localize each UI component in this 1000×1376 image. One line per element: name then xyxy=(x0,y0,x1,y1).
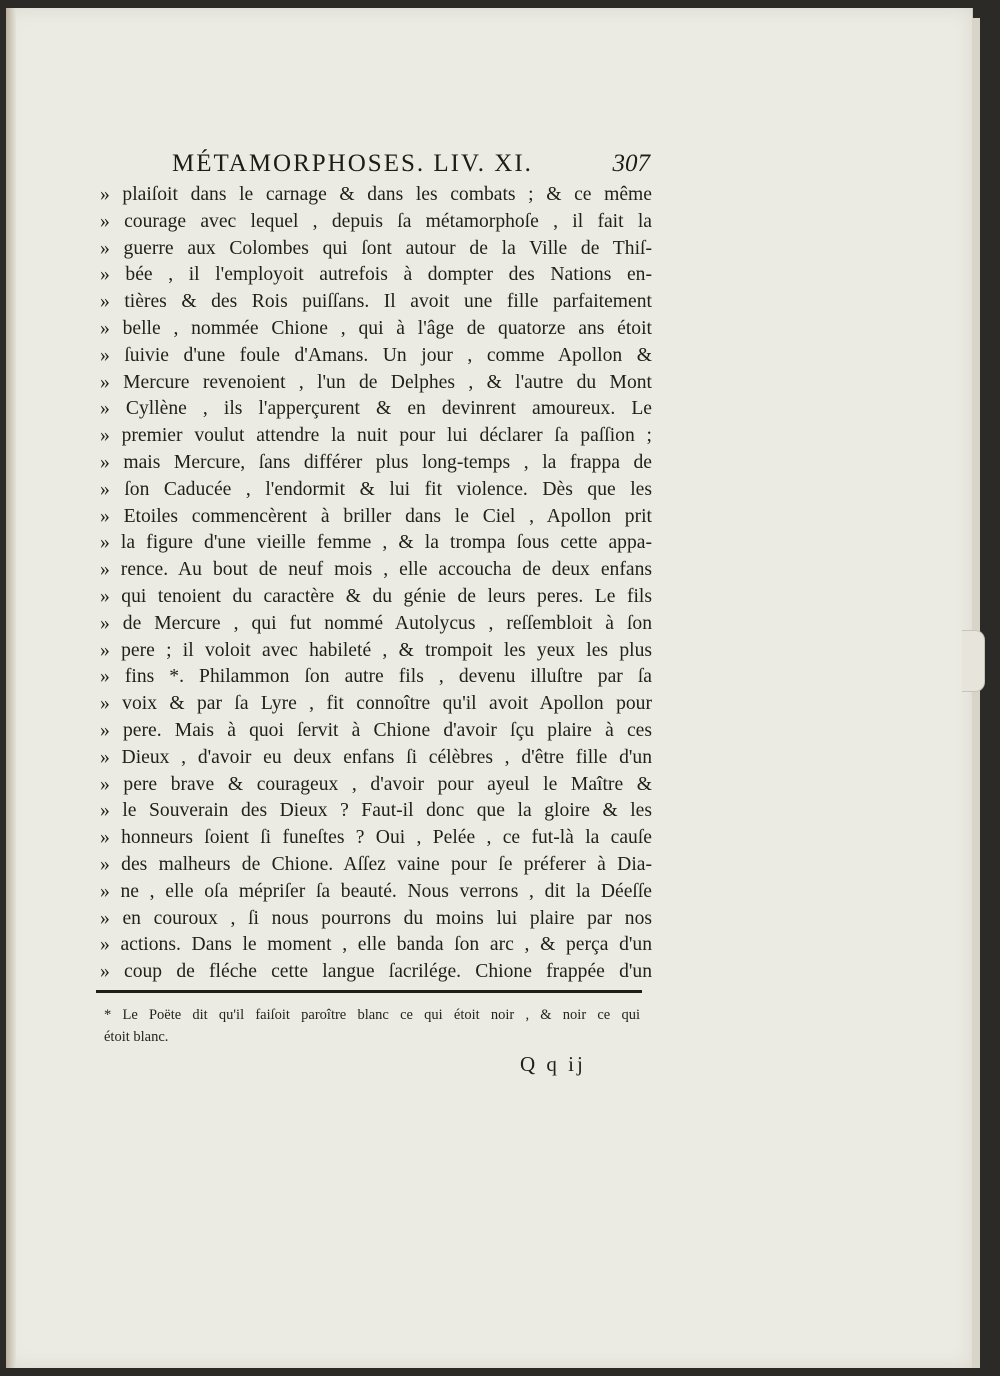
text-line: » la figure d'une vieille femme , & la trompa ſous cette appa- xyxy=(100,532,652,554)
page-gutter xyxy=(6,8,16,1368)
page-fore-edge xyxy=(972,18,980,1368)
text-line: » voix & par ſa Lyre , fit connoître qu'il avoit Apollon pour xyxy=(100,693,652,715)
text-line: » ſuivie d'une foule d'Amans. Un jour , comme Apollon & xyxy=(100,344,652,366)
running-title: MÉTAMORPHOSES. LIV. XI. xyxy=(172,150,533,177)
text-line: » mais Mercure, ſans différer plus long-temps , la frappa de xyxy=(100,451,652,473)
text-line: » coup de fléche cette langue ſacrilége. Chione frappée d'un xyxy=(100,961,652,983)
text-line: » actions. Dans le moment , elle banda ſon arc , & perça d'un xyxy=(100,934,652,956)
text-line: » fins *. Philammon ſon autre fils , devenu illuſtre par ſa xyxy=(100,666,652,688)
text-line: » belle , nommée Chione , qui à l'âge de quatorze ans étoit xyxy=(100,317,652,339)
footnote-line: * Le Poëte dit qu'il faiſoit paroître blanc ce qui étoit noir , & noir ce qui xyxy=(104,1007,640,1023)
page-tab xyxy=(962,630,985,692)
footnote xyxy=(104,1004,640,1048)
text-line: » en couroux , ſi nous pourrons du moins lui plaire par nos xyxy=(100,907,652,929)
text-line: » des malheurs de Chione. Aſſez vaine pour ſe préferer à Dia- xyxy=(100,853,652,875)
text-line: » ne , elle oſa mépriſer ſa beauté. Nous verrons , dit la Déeſſe xyxy=(100,880,652,902)
footnote-rule xyxy=(96,990,642,993)
text-line: » bée , il l'employoit autrefois à dompter des Nations en- xyxy=(100,264,652,286)
text-line: » Mercure revenoient , l'un de Delphes , & l'autre du Mont xyxy=(100,371,652,393)
text-line: » honneurs ſoient ſi funeſtes ? Oui , Pelée , ce fut-là la cauſe xyxy=(100,827,652,849)
text-line: » Etoiles commencèrent à briller dans le Ciel , Apollon prit xyxy=(100,505,652,527)
body-text xyxy=(100,182,652,986)
signature-mark: Q q ij xyxy=(520,1052,586,1076)
text-line: » ſon Caducée , l'endormit & lui fit violence. Dès que les xyxy=(100,478,652,500)
text-line: » Dieux , d'avoir eu deux enfans ſi célèbres , d'être fille d'un xyxy=(100,746,652,768)
text-line: » plaiſoit dans le carnage & dans les combats ; & ce même xyxy=(100,184,652,205)
footnote-line: étoit blanc. xyxy=(104,1029,169,1045)
text-line: » qui tenoient du caractère & du génie de leurs peres. Le fils xyxy=(100,585,652,607)
text-line: » Cyllène , ils l'apperçurent & en devinrent amoureux. Le xyxy=(100,398,652,420)
page-header xyxy=(172,150,650,186)
text-line: » guerre aux Colombes qui ſont autour de la Ville de Thiſ- xyxy=(100,237,652,259)
text-line: » tières & des Rois puiſſans. Il avoit une fille parfaitement xyxy=(100,291,652,313)
page-number: 307 xyxy=(612,150,650,177)
text-line: » courage avec lequel , depuis ſa métamorphoſe , il fait la xyxy=(100,210,652,232)
text-line: » pere ; il voloit avec habileté , & trompoit les yeux les plus xyxy=(100,639,652,661)
text-line: » rence. Au bout de neuf mois , elle accoucha de deux enfans xyxy=(100,559,652,581)
text-line: » le Souverain des Dieux ? Faut-il donc que la gloire & les xyxy=(100,800,652,822)
text-line: » premier voulut attendre la nuit pour lui déclarer ſa paſſion ; xyxy=(100,425,652,447)
text-line: » de Mercure , qui fut nommé Autolycus , reſſembloit à ſon xyxy=(100,612,652,634)
text-line: » pere. Mais à quoi ſervit à Chione d'avoir ſçu plaire à ces xyxy=(100,719,652,741)
text-line: » pere brave & courageux , d'avoir pour ayeul le Maître & xyxy=(100,773,652,795)
